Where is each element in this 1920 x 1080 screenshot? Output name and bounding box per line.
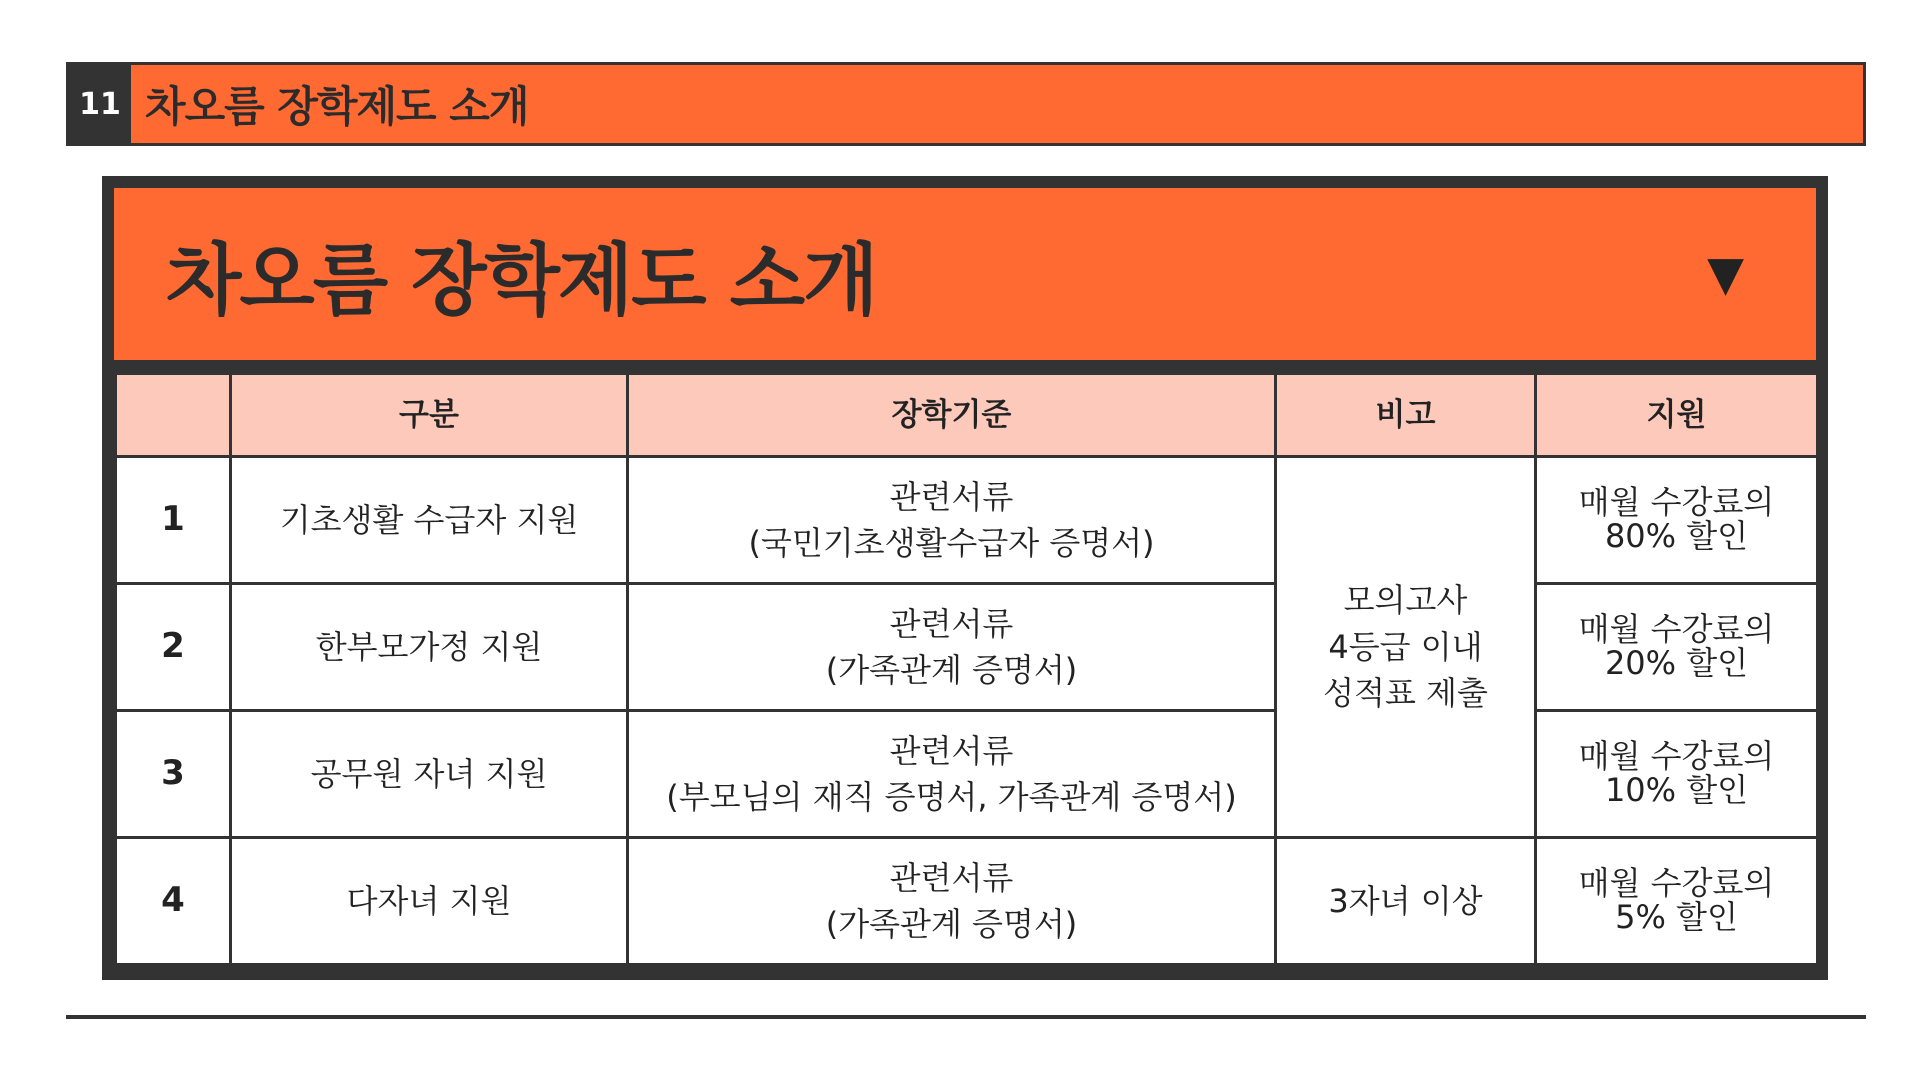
note-line: 4등급 이내: [1328, 627, 1483, 666]
row-note: 3자녀 이상: [1276, 838, 1536, 965]
row-category: 다자녀 지원: [231, 838, 628, 965]
header-cell-criteria: 장학기준: [628, 374, 1276, 457]
header-cell-note: 비고: [1276, 374, 1536, 457]
panel-title: 차오름 장학제도 소개: [166, 236, 877, 326]
panel-header: [114, 188, 1816, 360]
note-line: 모의고사: [1343, 581, 1468, 620]
row-number: 4: [116, 838, 231, 965]
criteria-line: 관련서류: [889, 604, 1014, 643]
collapse-triangle-icon[interactable]: ▼: [1707, 246, 1744, 302]
criteria-line: (가족관계 증명서): [825, 905, 1078, 943]
row-number: 3: [116, 711, 231, 838]
slide-number: 11: [69, 65, 131, 143]
note-line: 성적표 제출: [1323, 674, 1488, 713]
row-criteria: [628, 838, 1276, 965]
scholarship-table: [114, 372, 1819, 966]
row-support: [1536, 711, 1818, 838]
row-support: [1536, 584, 1818, 711]
support-line: 매월 수강료의: [1578, 483, 1775, 522]
criteria-line: (국민기초생활수급자 증명서): [748, 524, 1155, 562]
header-cell-support: 지원: [1536, 374, 1818, 457]
support-line: 80% 할인: [1604, 517, 1749, 555]
table-row: [116, 457, 1818, 584]
row-criteria: [628, 584, 1276, 711]
header-cell-category: 구분: [231, 374, 628, 457]
scholarship-panel: [102, 176, 1828, 980]
support-line: 20% 할인: [1604, 644, 1749, 682]
table-row: [116, 584, 1818, 711]
row-number: 2: [116, 584, 231, 711]
slide-header-bar: [66, 62, 1866, 146]
row-category: 한부모가정 지원: [231, 584, 628, 711]
support-line: 5% 할인: [1615, 898, 1738, 936]
row-number: 1: [116, 457, 231, 584]
criteria-line: 관련서류: [889, 731, 1014, 770]
slide-title: 차오름 장학제도 소개: [145, 82, 529, 131]
support-line: 매월 수강료의: [1578, 610, 1775, 649]
support-line: 매월 수강료의: [1578, 737, 1775, 776]
table-row: [116, 838, 1818, 965]
row-criteria: [628, 711, 1276, 838]
criteria-line: 관련서류: [889, 858, 1014, 897]
row-category: 기초생활 수급자 지원: [231, 457, 628, 584]
table-row: [116, 711, 1818, 838]
criteria-line: 관련서류: [889, 477, 1014, 516]
row-note-merged: [1276, 457, 1536, 838]
row-support: [1536, 457, 1818, 584]
support-line: 10% 할인: [1604, 771, 1749, 809]
criteria-line: (가족관계 증명서): [825, 651, 1078, 689]
row-support: [1536, 838, 1818, 965]
row-category: 공무원 자녀 지원: [231, 711, 628, 838]
row-criteria: [628, 457, 1276, 584]
header-cell-number: [116, 374, 231, 457]
criteria-line: (부모님의 재직 증명서, 가족관계 증명서): [666, 778, 1237, 816]
footer-divider: [66, 1015, 1866, 1019]
support-line: 매월 수강료의: [1578, 864, 1775, 903]
table-header-row: [116, 374, 1818, 457]
